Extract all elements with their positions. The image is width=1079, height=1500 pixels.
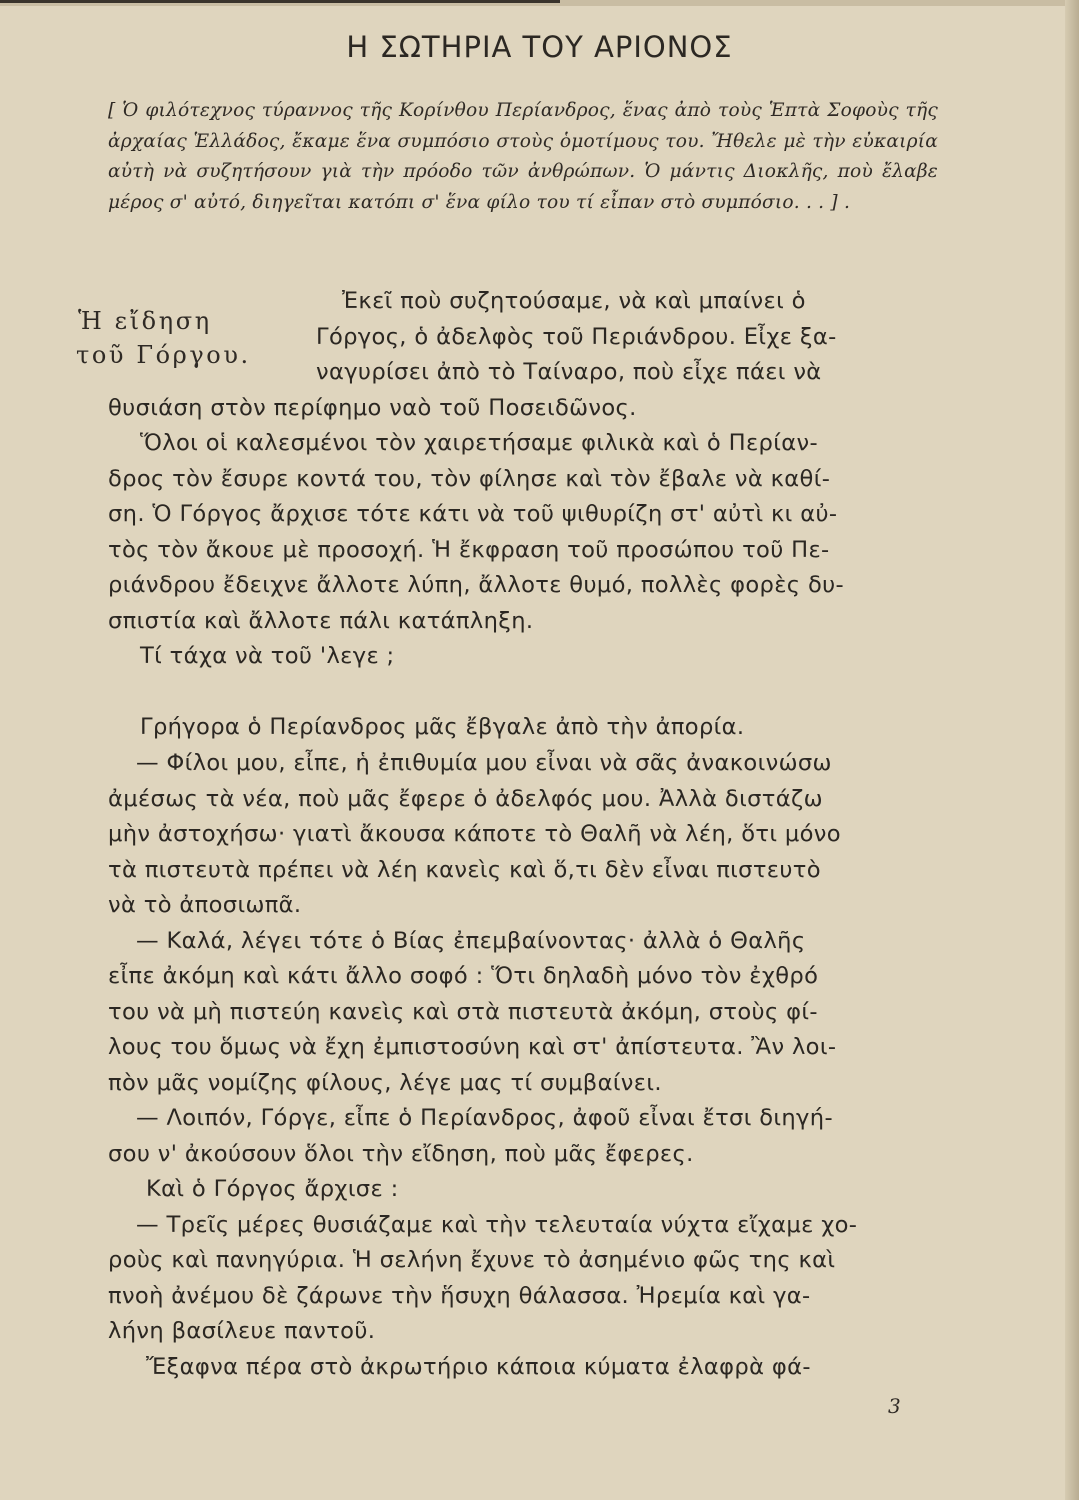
body-line: λους του ὅμως νὰ ἔχη ἐμπιστοσύνη καὶ στ' ἀπίστευτα. Ἂν λοι- — [108, 1034, 837, 1060]
body-line: νὰ τὸ ἀποσιωπᾶ. — [108, 892, 302, 918]
margin-heading-line: τοῦ Γόργου. — [76, 341, 251, 369]
body-line: του νὰ μὴ πιστεύη κανεὶς καὶ στὰ πιστευτὰ ἀκόμη, στοὺς φί- — [108, 999, 818, 1025]
body-line: Γρήγορα ὁ Περίανδρος μᾶς ἔβγαλε ἀπὸ τὴν ἀπορία. — [140, 714, 745, 740]
body-line: Γόργος, ὁ ἀδελφὸς τοῦ Περιάνδρου. Εἶχε ξα- — [316, 324, 837, 350]
top-edge-shadow — [0, 0, 560, 3]
body-line: — Τρεῖς μέρες θυσιάζαμε καὶ τὴν τελευταία νύχτα εἴχαμε χο- — [136, 1212, 858, 1238]
margin-heading-line: Ἡ εἴδηση — [78, 307, 212, 335]
body-line: ριάνδρου ἔδειχνε ἄλλοτε λύπη, ἄλλοτε θυμό, πολλὲς φορὲς δυ- — [108, 572, 845, 598]
body-line: δρος τὸν ἔσυρε κοντά του, τὸν φίλησε καὶ τὸν ἔβαλε νὰ καθί- — [108, 466, 831, 492]
intro-paragraph: [ Ὁ φιλότεχνος τύραννος τῆς Κορίνθου Περίανδρος, ἕνας ἀπὸ τοὺς Ἑπτὰ Σοφοὺς τῆς ἀρχαίας Ἑλλάδος, ἔκαμε ἕνα συμπόσιο στοὺς ὁμοτίμους του. Ἤθελε μὲ τὴν εὐκαιρία αὐτὴ νὰ συζητήσουν γιὰ τὴν πρόοδο τῶν ἀνθρώπων. Ὁ μάντις Διοκλῆς, ποὺ ἔλαβε μέρος σ' αὐτό, διηγεῖται κατόπι σ' ἕνα φίλο του τί εἶπαν στὸ συμπόσιο. . . ] . — [108, 100, 938, 213]
body-line: πνοὴ ἀνέμου δὲ ζάρωνε τὴν ἥσυχη θάλασσα. Ἠρεμία καὶ γα- — [108, 1283, 811, 1309]
body-line: Τί τάχα νὰ τοῦ 'λεγε ; — [140, 643, 395, 669]
body-line: τὰ πιστευτὰ πρέπει νὰ λέη κανεὶς καὶ ὅ,τι δὲν εἶναι πιστευτὸ — [108, 857, 821, 883]
body-line: ἀμέσως τὰ νέα, ποὺ μᾶς ἔφερε ὁ ἀδελφός μου. Ἀλλὰ διστάζω — [108, 786, 823, 812]
body-line: ναγυρίσει ἀπὸ τὸ Ταίναρο, ποὺ εἶχε πάει νὰ — [316, 359, 822, 385]
body-line: πὸν μᾶς νομίζης φίλους, λέγε μας τί συμβαίνει. — [108, 1070, 662, 1096]
body-line: — Καλά, λέγει τότε ὁ Βίας ἐπεμβαίνοντας· ἀλλὰ ὁ Θαλῆς — [136, 928, 806, 954]
body-line: ση. Ὁ Γόργος ἄρχισε τότε κάτι νὰ τοῦ ψιθυρίζη στ' αὐτὶ κι αὐ- — [108, 501, 838, 527]
body-line: εἶπε ἀκόμη καὶ κάτι ἄλλο σοφό : Ὅτι δηλαδὴ μόνο τὸν ἐχθρό — [108, 963, 819, 989]
body-line: ροὺς καὶ πανηγύρια. Ἡ σελήνη ἔχυνε τὸ ἀσημένιο φῶς της καὶ — [108, 1247, 836, 1273]
body-line: Ἔξαφνα πέρα στὸ ἀκρωτήριο κάποια κύματα ἐλαφρὰ φά- — [146, 1354, 811, 1380]
body-line: Ἐκεῖ ποὺ συζητούσαμε, νὰ καὶ μπαίνει ὁ — [342, 288, 806, 314]
body-line: μὴν ἀστοχήσω· γιατὶ ἄκουσα κάποτε τὸ Θαλῆ νὰ λέη, ὅτι μόνο — [108, 821, 841, 847]
body-line: Καὶ ὁ Γόργος ἄρχισε : — [146, 1176, 399, 1202]
body-line: λήνη βασίλευε παντοῦ. — [108, 1318, 376, 1344]
page-number: 3 — [888, 1394, 901, 1418]
body-line: — Φίλοι μου, εἶπε, ἡ ἐπιθυμία μου εἶναι νὰ σᾶς ἀνακοινώσω — [136, 750, 832, 776]
body-line: Ὅλοι οἱ καλεσμένοι τὸν χαιρετήσαμε φιλικὰ καὶ ὁ Περίαν- — [140, 430, 818, 456]
body-line: θυσιάση στὸν περίφημο ναὸ τοῦ Ποσειδῶνος. — [108, 395, 637, 421]
body-line: σπιστία καὶ ἄλλοτε πάλι κατάπληξη. — [108, 608, 534, 634]
body-line: τὸς τὸν ἄκουε μὲ προσοχή. Ἡ ἔκφραση τοῦ προσώπου τοῦ Πε- — [108, 537, 830, 563]
margin-heading — [78, 304, 296, 372]
body-line: — Λοιπόν, Γόργε, εἶπε ὁ Περίανδρος, ἀφοῦ εἶναι ἔτσι διηγή- — [136, 1105, 833, 1131]
page-binding-edge — [1065, 0, 1079, 1500]
chapter-title: Η ΣΩΤΗΡΙΑ ΤΟΥ ΑΡΙΟΝΟΣ — [346, 30, 733, 64]
body-line: σου ν' ἀκούσουν ὅλοι τὴν εἴδηση, ποὺ μᾶς ἔφερες. — [108, 1141, 694, 1167]
